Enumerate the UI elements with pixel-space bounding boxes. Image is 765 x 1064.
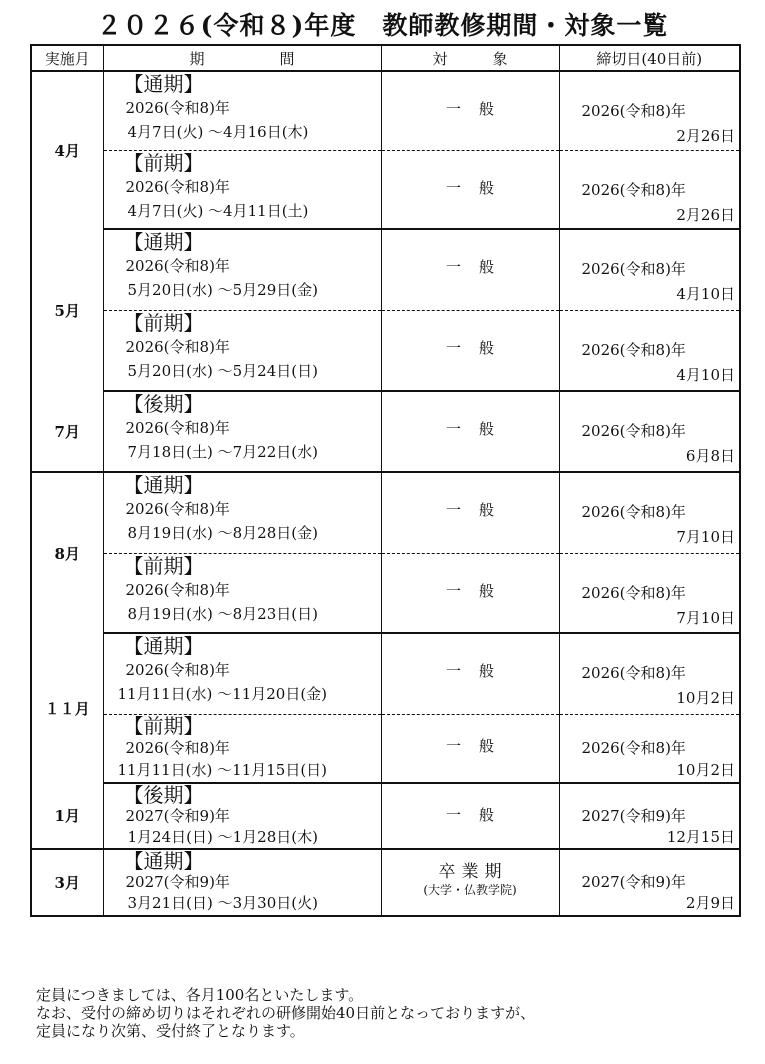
period-cell <box>103 472 381 553</box>
table-row <box>31 229 740 310</box>
month-cell: 4月 <box>31 71 103 229</box>
deadline-cell <box>559 391 740 472</box>
period-year: 2026(令和8)年 <box>125 177 230 196</box>
deadline-date: 12月15日 <box>666 828 735 846</box>
deadline-cell <box>559 783 740 849</box>
month-cell: １１月 <box>31 633 103 783</box>
deadline-year: 2026(令和8)年 <box>581 340 686 359</box>
month-cell: 1月 <box>31 783 103 849</box>
target-label: 一般 <box>445 100 512 118</box>
target-cell <box>381 783 559 849</box>
period-cell <box>103 553 381 633</box>
month-cell: 5月 <box>31 229 103 391</box>
deadline-date: 4月10日 <box>676 365 735 384</box>
target-cell <box>381 391 559 472</box>
period-year: 2027(令和9)年 <box>125 873 230 891</box>
table-header-row <box>31 45 740 71</box>
target-cell <box>381 553 559 633</box>
period-year: 2026(令和8)年 <box>125 500 230 518</box>
target-cell <box>381 150 559 229</box>
table-row <box>31 714 740 783</box>
deadline-year: 2026(令和8)年 <box>581 664 686 682</box>
target-label: 一般 <box>445 420 512 438</box>
table-row <box>31 849 740 916</box>
target-label: 一般 <box>445 806 512 824</box>
target-cell <box>381 472 559 553</box>
month-cell: 7月 <box>31 391 103 472</box>
period-range: 11月11日(水) ～11月20日(金) <box>117 685 328 703</box>
period-year: 2026(令和8)年 <box>125 337 230 356</box>
period-range: 11月11日(水) ～11月15日(日) <box>117 760 328 779</box>
table-row <box>31 783 740 849</box>
period-range: 8月19日(水) ～8月23日(日) <box>127 604 318 623</box>
period-range: 5月20日(水) ～5月29日(金) <box>127 281 318 299</box>
period-year: 2027(令和9)年 <box>125 807 230 825</box>
deadline-year: 2026(令和8)年 <box>581 422 686 440</box>
period-cell <box>103 714 381 783</box>
target-cell <box>381 714 559 783</box>
target-label: 一般 <box>445 662 512 680</box>
period-kind: 【通期】 <box>123 230 204 254</box>
period-kind: 【前期】 <box>123 713 204 738</box>
header-target: 対 象 <box>381 45 559 71</box>
period-cell <box>103 71 381 150</box>
period-range: 8月19日(水) ～8月28日(金) <box>127 524 318 542</box>
target-cell <box>381 310 559 391</box>
target-cell <box>381 71 559 150</box>
table-row <box>31 71 740 150</box>
deadline-cell <box>559 849 740 916</box>
month-cell: 8月 <box>31 472 103 633</box>
deadline-cell <box>559 229 740 310</box>
period-cell <box>103 229 381 310</box>
deadline-cell <box>559 633 740 714</box>
period-year: 2026(令和8)年 <box>125 257 230 275</box>
period-year: 2026(令和8)年 <box>125 99 230 117</box>
header-period: 期 間 <box>103 45 381 71</box>
deadline-date: 10月2日 <box>676 689 735 707</box>
table-row <box>31 150 740 229</box>
deadline-date: 2月9日 <box>685 894 735 912</box>
period-year: 2026(令和8)年 <box>125 738 230 757</box>
deadline-date: 4月10日 <box>676 285 735 303</box>
deadline-year: 2027(令和9)年 <box>581 873 686 891</box>
period-kind: 【後期】 <box>123 783 204 807</box>
period-cell <box>103 633 381 714</box>
note-line: 定員につきましては、各月100名といたします。 <box>36 986 364 1004</box>
deadline-year: 2026(令和8)年 <box>581 583 686 602</box>
target-label: 一般 <box>445 178 512 197</box>
page-title: ２０２６(令和８)年度 教師教修期間・対象一覧 <box>96 11 669 40</box>
deadline-year: 2026(令和8)年 <box>581 503 686 521</box>
deadline-year: 2026(令和8)年 <box>581 260 686 278</box>
period-range: 4月7日(火) ～4月11日(土) <box>127 201 309 220</box>
schedule-table <box>30 44 741 917</box>
period-kind: 【通期】 <box>123 473 204 497</box>
period-kind: 【前期】 <box>123 310 204 335</box>
deadline-date: 7月10日 <box>676 528 735 546</box>
deadline-cell <box>559 150 740 229</box>
target-note: (大学・仏教学院) <box>423 883 517 897</box>
period-range: 5月20日(水) ～5月24日(日) <box>127 361 318 380</box>
period-range: 3月21日(日) ～3月30日(火) <box>127 894 318 912</box>
period-cell <box>103 783 381 849</box>
target-cell <box>381 849 559 916</box>
target-cell <box>381 633 559 714</box>
deadline-year: 2026(令和8)年 <box>581 102 686 120</box>
note-line: 定員になり次第、受付終了となります。 <box>36 1022 305 1040</box>
deadline-cell <box>559 472 740 553</box>
table-row <box>31 310 740 391</box>
target-label: 一般 <box>445 581 512 600</box>
deadline-date: 7月10日 <box>676 608 735 627</box>
header-deadline: 締切日(40日前) <box>559 45 740 71</box>
deadline-date: 6月8日 <box>685 447 735 465</box>
deadline-cell <box>559 714 740 783</box>
period-kind: 【後期】 <box>123 392 204 416</box>
table-row <box>31 633 740 714</box>
period-range: 7月18日(土) ～7月22日(水) <box>127 443 318 461</box>
notes <box>36 986 535 1040</box>
period-year: 2026(令和8)年 <box>125 419 230 437</box>
period-kind: 【前期】 <box>123 150 204 175</box>
target-label: 一般 <box>445 501 512 519</box>
period-cell <box>103 310 381 391</box>
period-kind: 【前期】 <box>123 553 204 578</box>
period-kind: 【通期】 <box>123 634 204 658</box>
period-year: 2026(令和8)年 <box>125 580 230 599</box>
period-year: 2026(令和8)年 <box>125 661 230 679</box>
deadline-cell <box>559 310 740 391</box>
month-cell: 3月 <box>31 849 103 916</box>
period-cell <box>103 849 381 916</box>
note-line: なお、受付の締め切りはそれぞれの研修開始40日前となっておりますが、 <box>36 1004 536 1022</box>
deadline-year: 2026(令和8)年 <box>581 738 686 757</box>
period-kind: 【通期】 <box>123 72 204 96</box>
deadline-year: 2026(令和8)年 <box>581 180 686 199</box>
deadline-date: 2月26日 <box>676 205 735 224</box>
period-cell <box>103 391 381 472</box>
target-label: 一般 <box>445 736 512 755</box>
table-row <box>31 472 740 553</box>
table-row <box>31 391 740 472</box>
deadline-cell <box>559 553 740 633</box>
deadline-date: 2月26日 <box>676 127 735 145</box>
header-month: 実施月 <box>31 45 103 71</box>
period-range: 1月24日(日) ～1月28日(木) <box>127 828 318 846</box>
target-label: 卒業期 <box>438 862 508 882</box>
table-row <box>31 553 740 633</box>
period-kind: 【通期】 <box>123 849 204 873</box>
period-range: 4月7日(火) ～4月16日(木) <box>127 123 309 141</box>
deadline-cell <box>559 71 740 150</box>
deadline-date: 10月2日 <box>676 760 735 779</box>
period-cell <box>103 150 381 229</box>
target-cell <box>381 229 559 310</box>
target-label: 一般 <box>445 258 512 276</box>
target-label: 一般 <box>445 338 512 357</box>
deadline-year: 2027(令和9)年 <box>581 807 686 825</box>
